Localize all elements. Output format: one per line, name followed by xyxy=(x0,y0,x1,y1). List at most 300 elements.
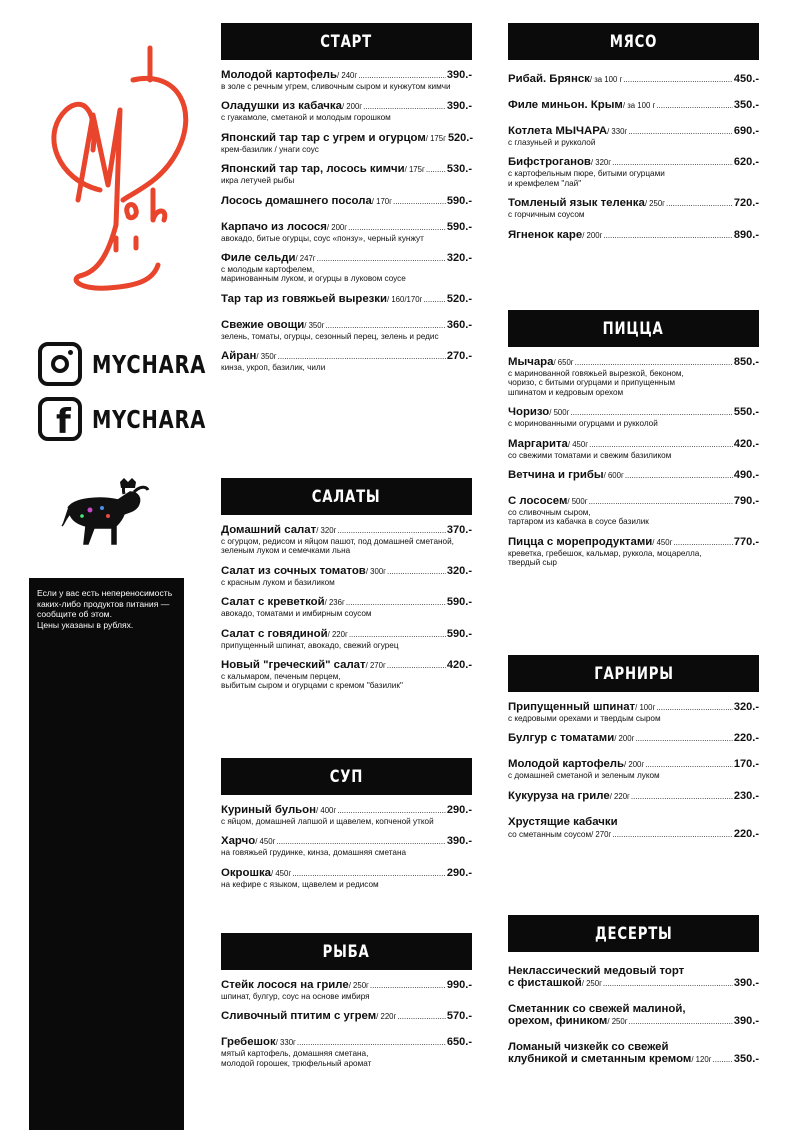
menu-item-line xyxy=(221,979,472,991)
menu-item-line xyxy=(221,319,472,331)
menu-item-desc: зелень, томаты, огурцы, сезонный перец, зелень и редис xyxy=(221,331,439,341)
dot-leader xyxy=(370,981,446,990)
menu-item-weight: / 270г xyxy=(591,829,612,839)
dot-leader xyxy=(387,661,446,670)
menu-item-price: 550.- xyxy=(733,406,759,419)
menu-item-name: С лососем xyxy=(508,495,568,508)
section-desserts xyxy=(508,915,759,1079)
menu-item[interactable] xyxy=(221,252,472,284)
menu-item-line xyxy=(221,132,472,144)
menu-item-name: Айран xyxy=(221,350,257,363)
dot-leader xyxy=(625,471,733,480)
menu-item-line xyxy=(221,835,472,847)
menu-item-weight: / 500г xyxy=(549,408,570,418)
dot-leader xyxy=(337,806,446,815)
menu-item-line xyxy=(508,977,759,989)
section-meat xyxy=(508,23,759,255)
menu-item[interactable] xyxy=(221,565,472,587)
menu-item-price: 390.- xyxy=(446,69,472,81)
dot-leader xyxy=(387,567,446,576)
section-title: ГАРНИРЫ xyxy=(508,655,759,692)
dot-leader xyxy=(423,295,446,304)
menu-item-desc: с гуакамоле, сметаной и молодым горошком xyxy=(221,113,391,123)
menu-item-line xyxy=(221,293,472,305)
info-sidebar xyxy=(29,578,184,1130)
menu-item-line xyxy=(221,195,472,207)
section-title: СТАРТ xyxy=(221,23,472,60)
menu-item-name: Тар тар из говяжьей вырезки xyxy=(221,292,388,305)
menu-item-price: 270.- xyxy=(446,350,472,363)
section-title: ДЕСЕРТЫ xyxy=(508,915,759,952)
menu-item-name: Японский тар тар, лосось кимчи xyxy=(221,163,405,176)
menu-item[interactable] xyxy=(221,979,472,1001)
menu-item-line xyxy=(221,659,472,671)
allergy-note: Если у вас есть непереносимость каких-либо продуктов питания — сообщите об этом. Цены указаны в рублях. xyxy=(37,588,173,630)
menu-item-line xyxy=(221,69,472,81)
menu-item-weight: / 320г xyxy=(316,526,337,535)
menu-item-desc: крем-базилик / унаги соус xyxy=(221,144,319,154)
menu-item[interactable] xyxy=(221,163,472,185)
menu-item[interactable] xyxy=(221,195,472,207)
menu-item[interactable] xyxy=(508,495,759,527)
menu-item-desc: на кефире с языком, щавелем и редисом xyxy=(221,879,379,889)
menu-item-line xyxy=(508,99,759,111)
menu-item[interactable] xyxy=(221,132,472,154)
menu-item-price: 570.- xyxy=(446,1010,472,1023)
menu-item-name: Харчо xyxy=(221,835,256,848)
menu-item-weight: / 220г xyxy=(327,629,348,639)
menu-item[interactable] xyxy=(508,99,759,111)
instagram-icon xyxy=(38,342,82,386)
menu-item-name: Новый "греческий" салат xyxy=(221,659,366,672)
menu-item-price: 360.- xyxy=(446,318,472,331)
instagram-handle: MYCHARA xyxy=(92,349,207,379)
menu-item-line xyxy=(508,356,759,368)
menu-item-price: 890.- xyxy=(733,228,759,241)
menu-item-weight: / 175г xyxy=(425,133,446,143)
menu-item-price: 450.- xyxy=(733,73,759,85)
menu-item-price: 320.- xyxy=(446,564,472,577)
menu-item-price: 790.- xyxy=(733,495,759,508)
menu-item-weight: / за 100 г xyxy=(622,101,656,110)
menu-item-name: Японский тар тар с угрем и огурцом xyxy=(221,131,426,144)
menu-item-desc: шпинат, булгур, соус на основе имбиря xyxy=(221,992,370,1001)
menu-item-line xyxy=(221,100,472,112)
menu-item-name: Хрустящие кабачки xyxy=(508,815,618,828)
menu-item-line xyxy=(508,438,759,450)
menu-item-weight: / 400г xyxy=(316,806,337,815)
menu-item-price: 530.- xyxy=(446,163,472,176)
menu-item-weight: / 320г xyxy=(590,158,612,168)
menu-item[interactable] xyxy=(221,596,472,618)
dot-leader xyxy=(575,358,733,367)
menu-item-name: Филе сельди xyxy=(221,252,296,265)
menu-item-line xyxy=(221,628,472,640)
menu-item-desc: авокадо, томатами и имбирным соусом xyxy=(221,609,372,619)
menu-item-price: 390.- xyxy=(446,835,472,848)
menu-item[interactable] xyxy=(221,835,472,857)
menu-item-line xyxy=(508,758,759,770)
dot-leader xyxy=(349,630,446,639)
dot-leader xyxy=(346,598,446,607)
menu-item[interactable] xyxy=(221,69,472,91)
menu-item-price: 590.- xyxy=(446,220,472,233)
menu-item-weight: / 500г xyxy=(567,497,588,507)
menu-item-weight: / 200г xyxy=(341,102,363,112)
menu-item-desc: икра летучей рыбы xyxy=(221,176,295,186)
section-title: МЯСО xyxy=(508,23,759,60)
menu-item-line xyxy=(508,536,759,548)
menu-item[interactable] xyxy=(508,1003,759,1027)
menu-item[interactable] xyxy=(508,406,759,428)
menu-item-weight: / 600г xyxy=(603,471,624,481)
menu-item-line xyxy=(508,73,759,85)
dot-leader xyxy=(426,165,446,174)
menu-item[interactable] xyxy=(508,790,759,802)
menu-item-weight: / 350г xyxy=(304,320,325,330)
menu-item[interactable] xyxy=(508,469,759,481)
menu-item-weight: / 200г xyxy=(614,734,635,744)
menu-item-name: Окрошка xyxy=(221,866,272,879)
menu-item-desc: мятый картофель, домашняя сметана, молодой горошек, трюфельный аромат xyxy=(221,1049,372,1068)
dot-leader xyxy=(612,830,733,839)
section-title: РЫБА xyxy=(221,933,472,970)
menu-item-weight: / 120г xyxy=(691,1055,712,1064)
menu-item-desc: с кедровыми орехами и твердым сыром xyxy=(508,714,661,723)
dot-leader xyxy=(603,979,733,988)
menu-item-name-cont: орехом, фиником xyxy=(508,1015,608,1027)
menu-item-weight: / 220г xyxy=(609,791,630,801)
menu-item-weight: / 170г xyxy=(371,196,392,206)
menu-item-line xyxy=(221,350,472,362)
menu-item-name: Сливочный птитим с угрем xyxy=(221,1010,377,1023)
section-soup xyxy=(221,758,472,898)
menu-item-desc: припущенный шпинат, авокадо, свежий огурец xyxy=(221,640,399,650)
menu-item-price: 170.- xyxy=(733,758,759,771)
menu-item-weight: / 220г xyxy=(376,1012,397,1022)
menu-item-line xyxy=(508,701,759,713)
dot-leader xyxy=(297,1038,446,1047)
menu-item-line xyxy=(508,790,759,802)
menu-item-name-cont: с фисташкой xyxy=(508,977,582,989)
menu-item-desc: с молодым картофелем, маринованным луком, и огурцы в луковом соусе xyxy=(221,265,406,284)
dot-leader xyxy=(358,71,446,80)
menu-item-line xyxy=(221,252,472,264)
menu-item-price: 350.- xyxy=(733,99,759,111)
menu-item-line xyxy=(508,156,759,168)
section-title: САЛАТЫ xyxy=(221,478,472,515)
menu-item-name: Молодой картофель xyxy=(221,69,338,81)
menu-item-line xyxy=(221,565,472,577)
menu-item[interactable] xyxy=(221,1010,472,1022)
menu-item-name: Ветчина и грибы xyxy=(508,469,604,482)
dot-leader xyxy=(631,792,733,801)
menu-item-price: 520.- xyxy=(447,131,474,144)
menu-item[interactable] xyxy=(508,73,759,85)
menu-item-desc: со сметанным соусом xyxy=(508,829,592,839)
menu-item-price: 770.- xyxy=(733,535,759,548)
menu-item-price: 230.- xyxy=(733,789,759,802)
menu-item-name: Ломаный чизкейк со свежей xyxy=(508,1041,669,1053)
menu-item-name: Ягненок каре xyxy=(508,228,583,241)
menu-item[interactable] xyxy=(508,156,759,188)
menu-item-desc: с глазуньей и рукколой xyxy=(508,138,596,147)
menu-item-name: Куриный бульон xyxy=(221,804,317,816)
menu-item-price: 220.- xyxy=(733,732,759,745)
menu-item-price: 990.- xyxy=(446,979,472,991)
menu-item[interactable] xyxy=(221,1036,472,1068)
menu-item-name: Сметанник со свежей малиной, xyxy=(508,1003,686,1015)
dot-leader xyxy=(397,1012,446,1021)
menu-item-desc: с моринованными огурцами и рукколой xyxy=(508,419,658,429)
dot-leader xyxy=(635,734,733,743)
menu-item-price: 720.- xyxy=(733,197,759,210)
menu-item-name: Свежие овощи xyxy=(221,318,305,331)
menu-item[interactable] xyxy=(221,659,472,691)
dot-leader xyxy=(337,526,446,535)
menu-item[interactable] xyxy=(221,804,472,826)
menu-item-price: 220.- xyxy=(733,827,759,840)
menu-item-line xyxy=(221,804,472,816)
menu-item-name: Стейк лосося на гриле xyxy=(221,979,349,991)
menu-item-desc: кинза, укроп, базилик, чили xyxy=(221,363,326,373)
menu-item[interactable] xyxy=(508,356,759,397)
dot-leader xyxy=(348,223,446,232)
menu-item-name: Бифстроганов xyxy=(508,156,591,169)
menu-item[interactable] xyxy=(508,732,759,744)
dot-leader xyxy=(292,869,446,878)
menu-item-weight: / 250г xyxy=(644,199,666,209)
section-sides xyxy=(508,655,759,854)
menu-item-line xyxy=(508,828,759,840)
menu-item-weight: / 200г xyxy=(326,222,348,232)
menu-item-price: 690.- xyxy=(733,125,759,137)
menu-item-name: Салат с говядиной xyxy=(221,627,328,640)
menu-item-name: Маргарита xyxy=(508,437,568,450)
dot-leader xyxy=(656,703,733,712)
menu-item-name: Салат с креветкой xyxy=(221,596,325,609)
menu-item-weight: / 330г xyxy=(275,1038,296,1048)
menu-item-name-cont: клубникой и сметанным кремом xyxy=(508,1053,692,1065)
menu-item[interactable] xyxy=(508,1041,759,1065)
dot-leader xyxy=(317,254,446,263)
menu-item-desc: с картофельным пюре, битыми огурцами и кремфелем "лай" xyxy=(508,169,665,188)
dot-leader xyxy=(393,197,446,206)
menu-item-line xyxy=(221,221,472,233)
menu-item-desc: в золе с речным угрем, сливочным сыром и кунжутом кимчи xyxy=(221,82,451,91)
dot-leader xyxy=(612,158,733,167)
menu-item-line xyxy=(508,1053,759,1065)
menu-item-name: Пицца с морепродуктами xyxy=(508,535,653,548)
menu-item-price: 520.- xyxy=(446,292,472,305)
menu-item-price: 490.- xyxy=(733,469,759,482)
menu-item-desc: с яйцом, домашней лапшой и щавелем, копченой уткой xyxy=(221,817,434,826)
menu-item-desc: с горчичным соусом xyxy=(508,210,585,220)
menu-item[interactable] xyxy=(508,816,759,840)
menu-item[interactable] xyxy=(221,628,472,650)
menu-item-price: 850.- xyxy=(733,356,759,368)
dot-leader xyxy=(589,440,733,449)
menu-item-price: 320.- xyxy=(446,252,472,265)
menu-item-name: Кукуруза на гриле xyxy=(508,789,610,802)
restaurant-logo xyxy=(38,40,198,300)
menu-item-weight: / 200г xyxy=(582,230,603,240)
menu-item-price: 320.- xyxy=(733,701,759,713)
menu-item-desc: с огурцом, редисом и яйцом пашот, под домашней сметаной, зеленым луком и семечками льна xyxy=(221,537,454,556)
section-title: ПИЦЦА xyxy=(508,310,759,347)
section-title: СУП xyxy=(221,758,472,795)
menu-item-name: Карпачо из лосося xyxy=(221,220,327,233)
menu-item-weight: / 247г xyxy=(295,254,316,264)
menu-item[interactable] xyxy=(221,221,472,243)
menu-item-desc: со свежими томатами и свежим базиликом xyxy=(508,450,672,460)
menu-item-weight: / за 100 г xyxy=(589,75,623,84)
menu-item-desc: с красным луком и базиликом xyxy=(221,577,335,587)
menu-item-price: 590.- xyxy=(446,627,472,640)
instagram-link[interactable] xyxy=(38,342,238,386)
dot-leader xyxy=(629,1017,733,1026)
menu-item-weight: / 270г xyxy=(365,661,386,671)
menu-item-name: Филе миньон. Крым xyxy=(508,99,623,111)
menu-item-weight: / 350г xyxy=(256,352,277,362)
menu-item-name: Припущенный шпинат xyxy=(508,701,636,713)
dot-leader xyxy=(570,408,732,417)
dot-leader xyxy=(713,1055,733,1064)
menu-item-price: 390.- xyxy=(733,977,759,989)
menu-item-weight: / 330г xyxy=(607,127,628,136)
menu-item-line xyxy=(221,596,472,608)
menu-item-weight: / 450г xyxy=(271,868,292,878)
menu-item-line xyxy=(508,732,759,744)
menu-item-name: Домашний салат xyxy=(221,524,317,536)
menu-item-line xyxy=(221,867,472,879)
menu-item-price: 420.- xyxy=(446,659,472,672)
menu-item[interactable] xyxy=(221,867,472,889)
dot-leader xyxy=(325,321,446,330)
menu-item-line xyxy=(508,469,759,481)
menu-item[interactable] xyxy=(508,125,759,147)
dot-leader xyxy=(656,101,733,110)
facebook-link[interactable] xyxy=(38,397,238,441)
menu-item-price: 290.- xyxy=(446,804,472,816)
menu-item-weight: / 250г xyxy=(581,979,602,988)
menu-item[interactable] xyxy=(508,438,759,460)
menu-item-price: 390.- xyxy=(733,1015,759,1027)
menu-item-name: Котлета МЫЧАРА xyxy=(508,125,608,137)
menu-item-name: Рибай. Брянск xyxy=(508,73,590,85)
menu-item[interactable] xyxy=(508,758,759,780)
menu-item-weight: / 200г xyxy=(624,760,645,770)
dot-leader xyxy=(603,231,733,240)
menu-item-name: Молодой картофель xyxy=(508,758,625,771)
bull-icon xyxy=(60,478,150,550)
menu-item-name: Гребешок xyxy=(221,1036,276,1049)
menu-item-name: Лосось домашнего посола xyxy=(221,194,372,207)
menu-item-weight: / 450г xyxy=(652,537,673,547)
dot-leader xyxy=(589,497,733,506)
menu-item-price: 370.- xyxy=(446,524,472,536)
dot-leader xyxy=(628,127,733,136)
menu-item-line xyxy=(508,197,759,209)
menu-item-line xyxy=(508,229,759,241)
menu-item-line xyxy=(508,406,759,418)
menu-item-line xyxy=(221,1010,472,1022)
menu-item-desc: с маринованной говяжьей вырезкой, беконом, чоризо, с битыми огурцами и припущенным шпинатом и кедровым орехом xyxy=(508,369,684,397)
facebook-handle: MYCHARA xyxy=(92,404,207,434)
menu-item-weight: / 450г xyxy=(255,837,276,847)
menu-item-price: 290.- xyxy=(446,866,472,879)
dot-leader xyxy=(666,199,733,208)
facebook-icon: f xyxy=(38,397,82,441)
menu-item[interactable] xyxy=(221,293,472,305)
menu-item[interactable] xyxy=(221,524,472,556)
dot-leader xyxy=(278,352,446,361)
section-pizza xyxy=(508,310,759,577)
dot-leader xyxy=(623,75,733,84)
dot-leader xyxy=(673,538,732,547)
section-start xyxy=(221,23,472,382)
menu-item-weight: / 175г xyxy=(404,165,425,175)
menu-item[interactable] xyxy=(508,229,759,241)
section-salads xyxy=(221,478,472,700)
menu-item-weight: / 100г xyxy=(635,703,656,712)
menu-item[interactable] xyxy=(508,701,759,723)
menu-item-price: 350.- xyxy=(733,1053,759,1065)
menu-item-weight: / 300г xyxy=(365,566,386,576)
menu-item-weight: / 240г xyxy=(337,71,358,80)
dot-leader xyxy=(363,102,446,111)
menu-item-desc: с кальмаром, печеным перцем, выбитым сыром и огурцами с кремом "базилик" xyxy=(221,672,403,691)
menu-item-name: Мычара xyxy=(508,356,554,368)
menu-item-weight: / 650г xyxy=(553,358,574,367)
menu-item-name: Чоризо xyxy=(508,406,550,419)
menu-item-name: Неклассический медовый торт xyxy=(508,965,685,977)
menu-item-weight: / 236г xyxy=(324,598,345,608)
menu-item-line xyxy=(508,125,759,137)
menu-item[interactable] xyxy=(508,536,759,568)
menu-item-line xyxy=(221,163,472,175)
menu-item[interactable] xyxy=(508,965,759,989)
menu-item-weight: / 250г xyxy=(607,1017,628,1026)
menu-item-weight: / 160/170г xyxy=(387,294,423,304)
menu-item[interactable] xyxy=(508,197,759,219)
menu-item[interactable] xyxy=(221,100,472,122)
menu-item-name: Оладушки из кабачка xyxy=(221,100,342,113)
menu-item-weight: / 450г xyxy=(567,439,589,449)
menu-item-price: 650.- xyxy=(446,1036,472,1049)
menu-item[interactable] xyxy=(221,350,472,372)
menu-item-price: 620.- xyxy=(733,156,759,169)
menu-item-desc: креветка, гребешок, кальмар, руккола, моцарелла, твердый сыр xyxy=(508,548,702,568)
menu-item-desc: с домашней сметаной и зеленым луком xyxy=(508,771,660,781)
menu-item-desc: со сливочным сыром, тартаром из кабачка в соусе базилик xyxy=(508,508,649,527)
menu-item-price: 390.- xyxy=(446,100,472,113)
dot-leader xyxy=(276,837,446,846)
menu-item-name: Булгур с томатами xyxy=(508,732,615,745)
dot-leader xyxy=(645,760,733,769)
section-fish xyxy=(221,933,472,1077)
menu-item-line xyxy=(221,1036,472,1048)
menu-item-line xyxy=(221,524,472,536)
menu-item-desc: авокадо, битые огурцы, соус «понзу», черный кунжут xyxy=(221,233,424,243)
menu-item-name: Салат из сочных томатов xyxy=(221,564,366,577)
menu-item-name: Томленый язык теленка xyxy=(508,197,645,210)
menu-item-price: 590.- xyxy=(446,596,472,609)
menu-item-weight: / 250г xyxy=(348,981,369,990)
menu-item-line xyxy=(508,1015,759,1027)
menu-item[interactable] xyxy=(221,319,472,341)
menu-item-line xyxy=(508,495,759,507)
